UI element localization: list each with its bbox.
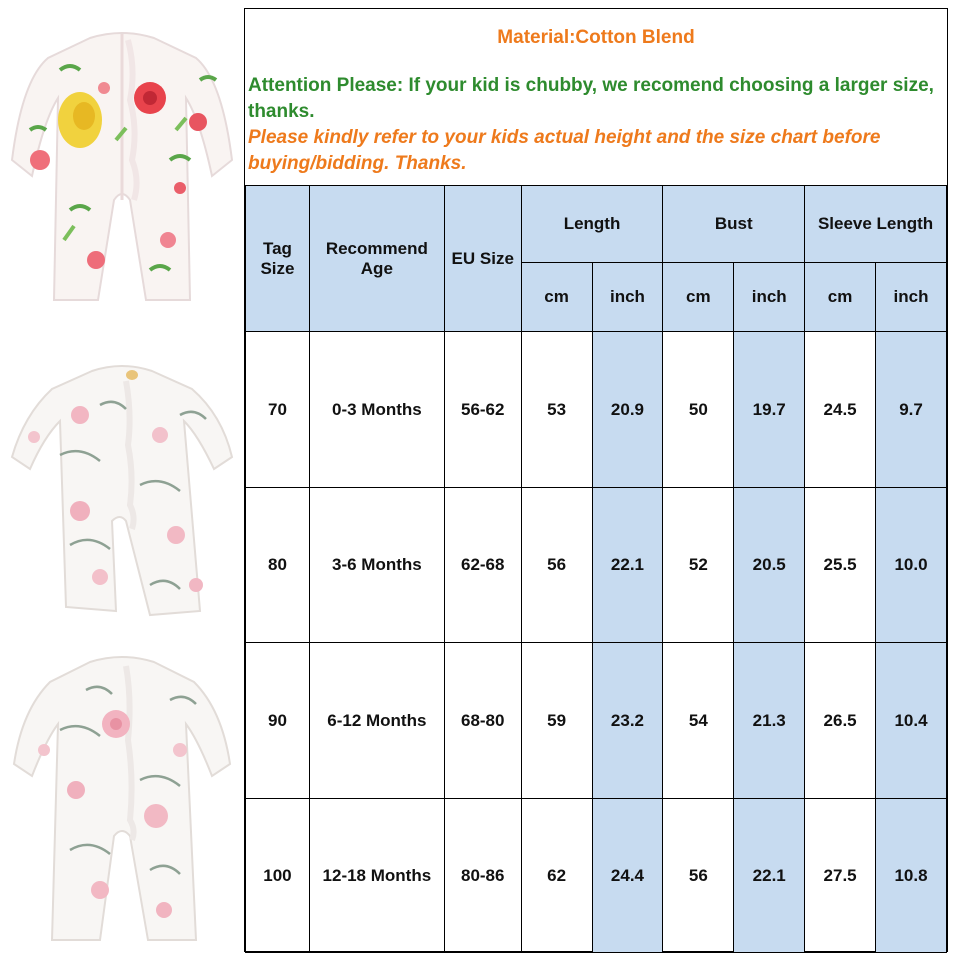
sleeve-inch-cell: 9.7 [876, 332, 947, 488]
length-cm-cell: 59 [521, 643, 592, 799]
tag-size-cell: 90 [246, 643, 310, 799]
header-bust-cm: cm [663, 263, 734, 332]
length-cm-cell: 62 [521, 799, 592, 953]
eu-size-cell: 62-68 [444, 488, 521, 643]
notice-section [245, 9, 947, 185]
header-bust-inch: inch [734, 263, 805, 332]
sleeve-inch-cell: 10.4 [876, 643, 947, 799]
header-length-inch: inch [592, 263, 663, 332]
header-sleeve-length: Sleeve Length [805, 186, 947, 263]
eu-size-cell: 56-62 [444, 332, 521, 488]
age-cell: 6-12 Months [309, 643, 444, 799]
table-row [246, 488, 947, 643]
eu-size-cell: 68-80 [444, 643, 521, 799]
tag-size-cell: 70 [246, 332, 310, 488]
bust-cm-cell: 50 [663, 332, 734, 488]
sleeve-cm-cell: 27.5 [805, 799, 876, 953]
header-tag-size: Tag Size [246, 186, 310, 332]
sleeve-cm-cell: 24.5 [805, 332, 876, 488]
sleeve-inch-cell: 10.8 [876, 799, 947, 953]
header-bust: Bust [663, 186, 805, 263]
bust-cm-cell: 54 [663, 643, 734, 799]
refer-note: Please kindly refer to your kids actual height and the size chart before buying/bidding. Thanks. [248, 127, 881, 174]
table-row [246, 799, 947, 953]
sleeve-cm-cell: 25.5 [805, 488, 876, 643]
length-inch-cell: 22.1 [592, 488, 663, 643]
sleeve-cm-cell: 26.5 [805, 643, 876, 799]
bust-inch-cell: 20.5 [734, 488, 805, 643]
table-row [246, 332, 947, 488]
romper-photo-pink-rose-2 [0, 640, 244, 950]
size-chart-frame [244, 8, 948, 952]
header-recommend-age: Recommend Age [309, 186, 444, 332]
age-cell: 0-3 Months [309, 332, 444, 488]
length-inch-cell: 24.4 [592, 799, 663, 953]
header-sleeve-cm: cm [805, 263, 876, 332]
table-row [246, 643, 947, 799]
romper-photo-pink-rose [0, 345, 244, 625]
sleeve-inch-cell: 10.0 [876, 488, 947, 643]
product-photos [0, 0, 244, 960]
bust-inch-cell: 19.7 [734, 332, 805, 488]
length-cm-cell: 56 [521, 488, 592, 643]
material-line: Material:Cotton Blend [497, 27, 695, 48]
age-cell: 3-6 Months [309, 488, 444, 643]
tag-size-cell: 100 [246, 799, 310, 953]
size-table [245, 185, 947, 953]
bust-cm-cell: 52 [663, 488, 734, 643]
header-length: Length [521, 186, 663, 263]
length-cm-cell: 53 [521, 332, 592, 488]
age-cell: 12-18 Months [309, 799, 444, 953]
attention-note: Attention Please: If your kid is chubby, we recomend choosing a larger size, thanks. [248, 75, 934, 122]
bust-inch-cell: 22.1 [734, 799, 805, 953]
length-inch-cell: 20.9 [592, 332, 663, 488]
eu-size-cell: 80-86 [444, 799, 521, 953]
length-inch-cell: 23.2 [592, 643, 663, 799]
tag-size-cell: 80 [246, 488, 310, 643]
header-sleeve-inch: inch [876, 263, 947, 332]
romper-photo-bright-floral [0, 10, 244, 310]
header-eu-size: EU Size [444, 186, 521, 332]
bust-inch-cell: 21.3 [734, 643, 805, 799]
header-length-cm: cm [521, 263, 592, 332]
bust-cm-cell: 56 [663, 799, 734, 953]
